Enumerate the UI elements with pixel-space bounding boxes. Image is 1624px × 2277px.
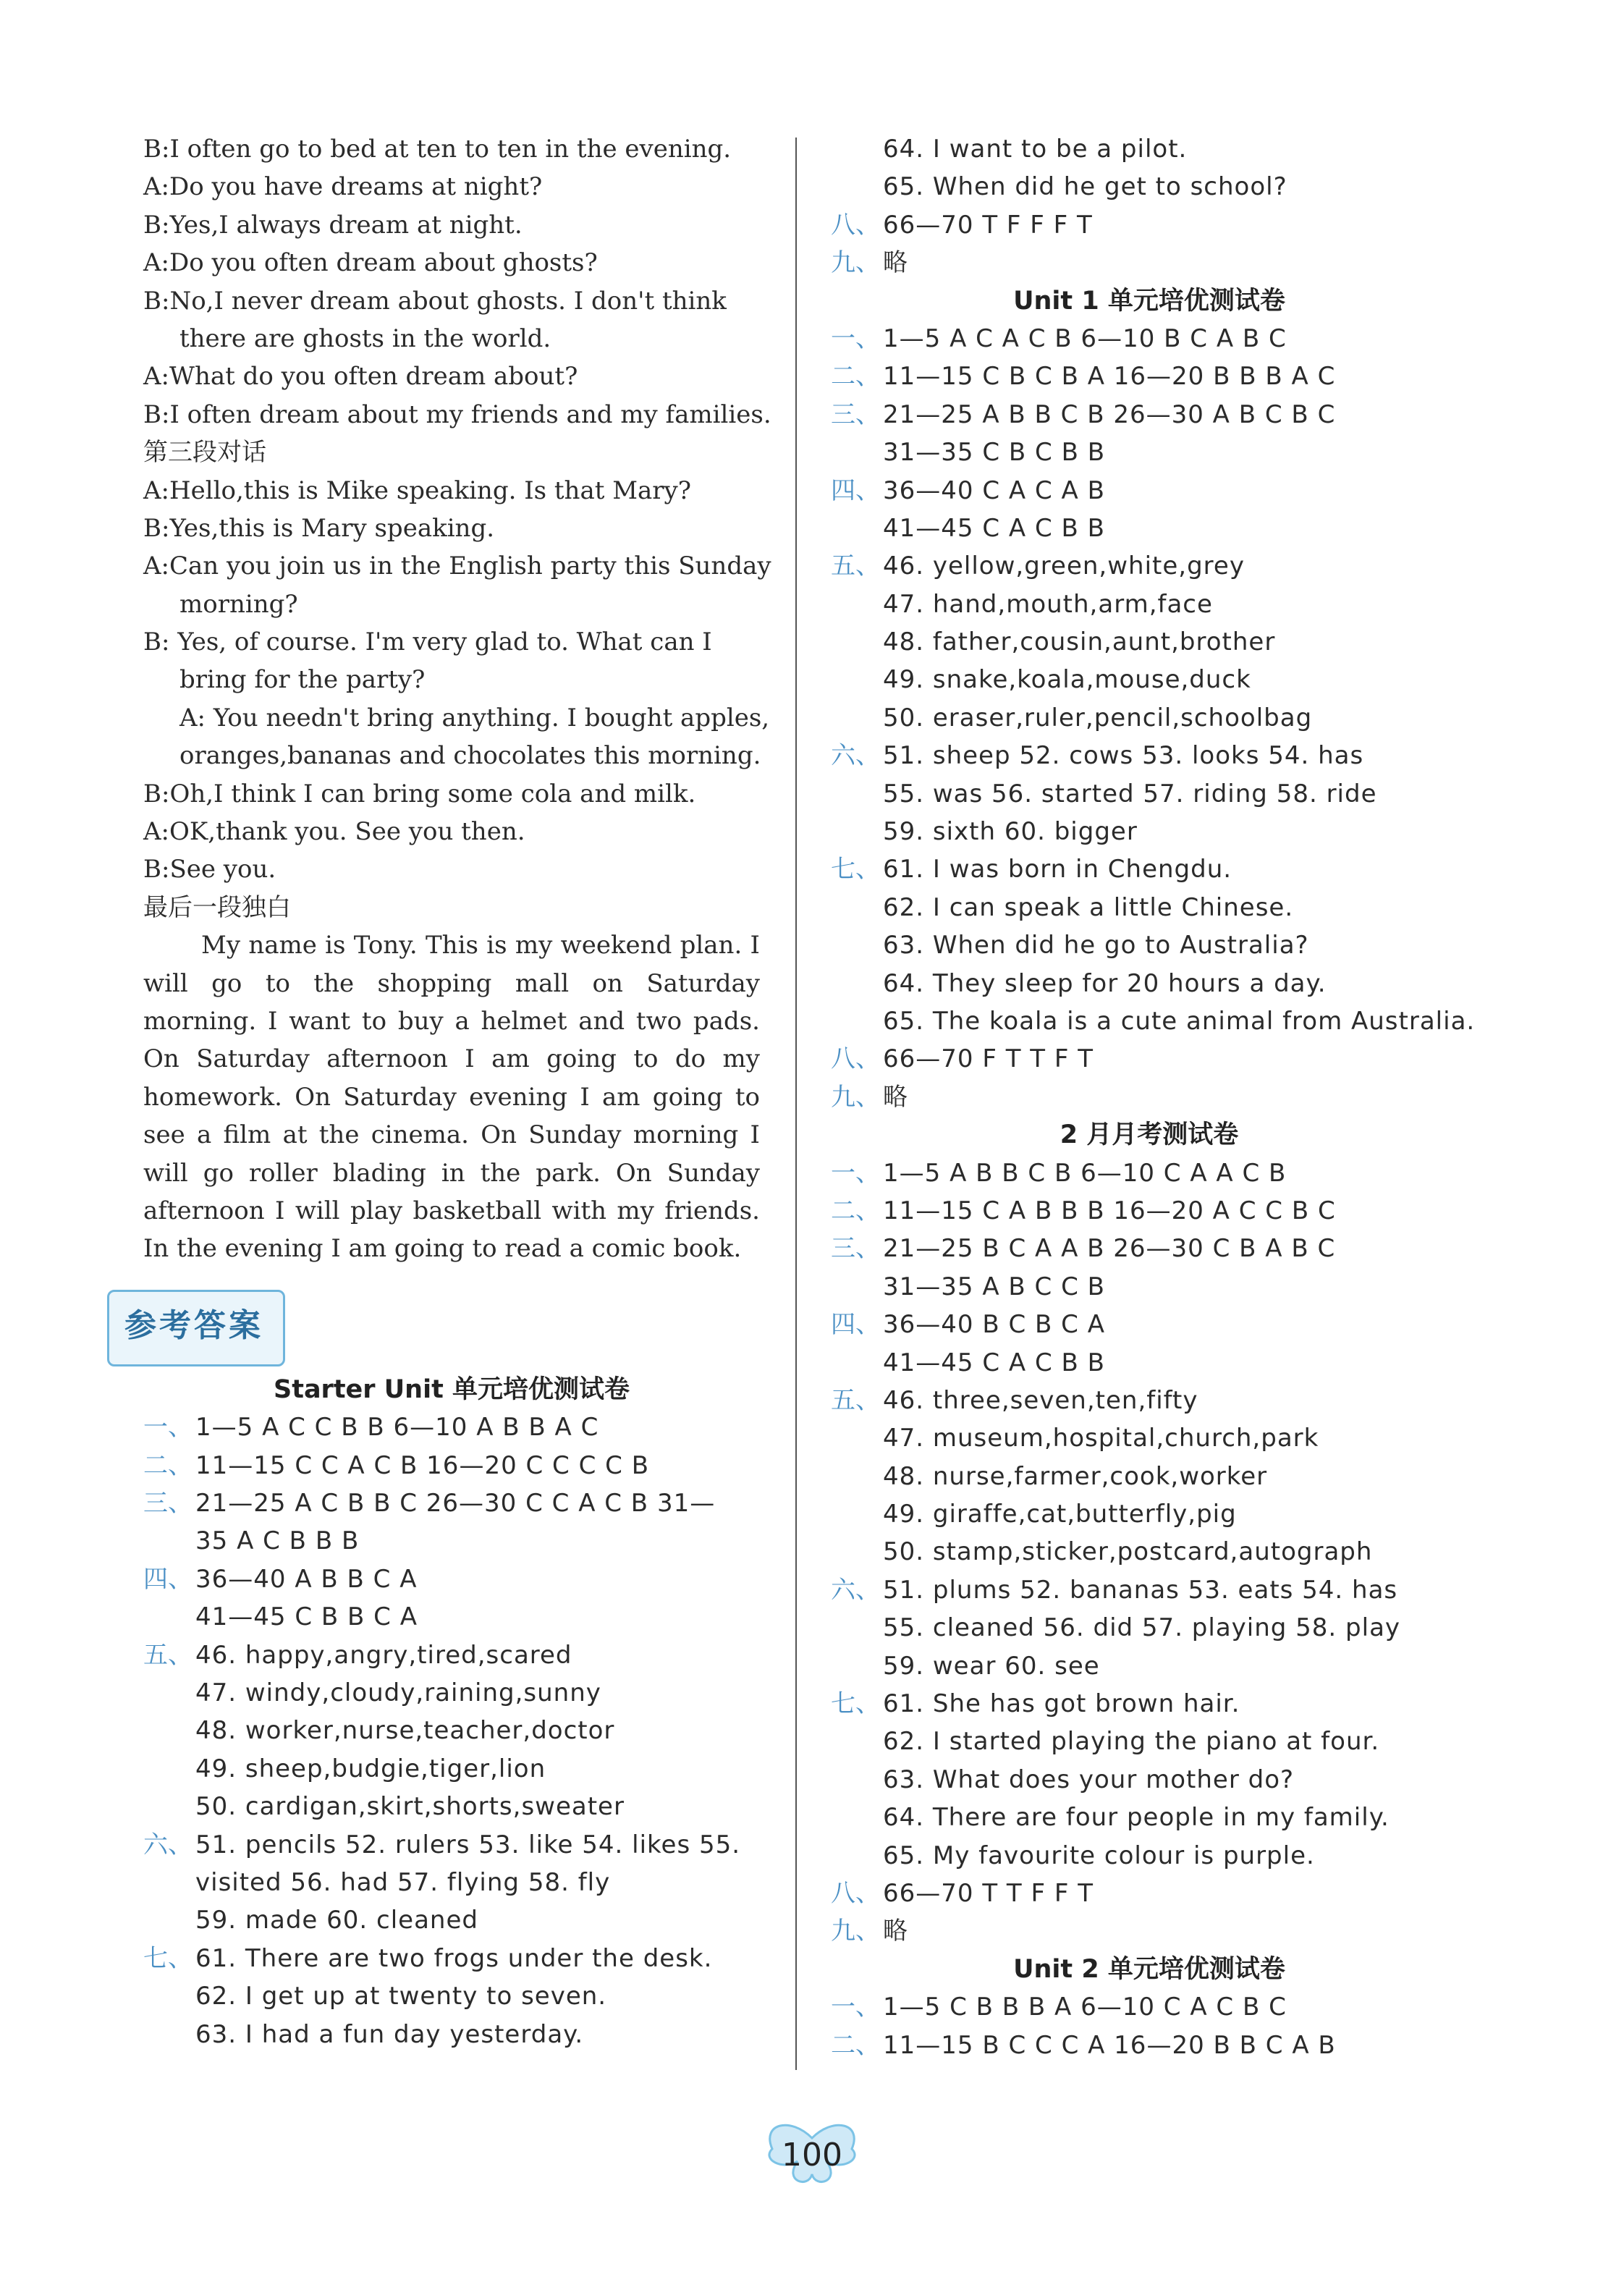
answer-line: [831, 1533, 1468, 1571]
dialogue-line: A:Hello,this is Mike speaking. Is that Mary?: [143, 476, 691, 505]
answer-line: [831, 1837, 1468, 1875]
answer-text: 51. plums 52. bananas 53. eats 54. has: [883, 1575, 1398, 1605]
question-group-label: 三、: [831, 400, 880, 429]
answer-line: [831, 1723, 1468, 1760]
answer-line: [831, 737, 1468, 774]
answer-line: [831, 130, 1468, 168]
answer-text: 48. worker,nurse,teacher,doctor: [195, 1716, 615, 1746]
question-group-label: 七、: [831, 1689, 880, 1719]
question-group-label: 五、: [143, 1640, 193, 1670]
answer-text: 55. was 56. started 57. riding 58. ride: [883, 779, 1377, 808]
answer-key-banner: [107, 1290, 281, 1362]
dialogue-line: B:I often dream about my friends and my families.: [143, 400, 771, 429]
answer-line: [831, 586, 1468, 623]
question-group-label: 三、: [143, 1489, 193, 1518]
answer-line: [831, 623, 1468, 661]
answer-text: 49. sheep,budgie,tiger,lion: [195, 1754, 546, 1783]
answer-text: 61. I was born in Chengdu.: [883, 855, 1232, 884]
answer-line: [831, 1761, 1468, 1799]
answer-line: [143, 1712, 760, 1749]
answer-text: 55. cleaned 56. did 57. playing 58. play: [883, 1613, 1401, 1643]
dialogue-line: bring for the party?: [179, 665, 426, 695]
answer-text: 46. happy,angry,tired,scared: [195, 1640, 572, 1670]
answer-line: [831, 813, 1468, 850]
answer-line: [831, 1988, 1468, 2026]
answer-text: 48. nurse,farmer,cook,worker: [883, 1461, 1268, 1491]
question-group-label: 九、: [831, 1082, 880, 1112]
dialogue-line: oranges,bananas and chocolates this morning.: [179, 741, 761, 771]
unit1-answers: [831, 320, 1476, 1116]
answer-text: 49. snake,koala,mouse,duck: [883, 665, 1251, 695]
answer-text: 48. father,cousin,aunt,brother: [883, 628, 1276, 657]
answer-line: [143, 1901, 760, 1939]
unit2-answers: [831, 1988, 1468, 2064]
answer-line: [831, 206, 1468, 244]
answer-line: [831, 1875, 1468, 1912]
answer-line: [831, 1495, 1468, 1533]
answer-line: [831, 1192, 1468, 1230]
dialogue-line: A:OK,thank you. See you then.: [143, 817, 525, 847]
question-group-label: 六、: [831, 741, 880, 771]
answer-text: 65. The koala is a cute animal from Australia.: [883, 1006, 1476, 1036]
answer-line: [143, 1447, 760, 1484]
dialogue-line: B:See you.: [143, 855, 276, 884]
dialogue-line: B:Yes,this is Mary speaking.: [143, 513, 495, 543]
question-group-label: 九、: [831, 248, 880, 278]
answer-text: 65. When did he get to school?: [883, 172, 1287, 202]
answer-text: 49. giraffe,cat,butterfly,pig: [883, 1500, 1237, 1529]
answer-text: 59. wear 60. see: [883, 1651, 1100, 1681]
answer-text: 51. pencils 52. rulers 53. like 54. likes 55.: [195, 1830, 741, 1859]
answer-text: 59. made 60. cleaned: [195, 1906, 478, 1935]
answer-line: [143, 1864, 760, 1901]
answer-text: 64. They sleep for 20 hours a day.: [883, 968, 1327, 998]
answer-line: [831, 510, 1468, 547]
question-group-label: 七、: [831, 855, 880, 884]
question-group-label: 二、: [831, 2030, 880, 2060]
answer-text: 21—25 A C B B C 26—30 C C A C B 31—: [195, 1489, 716, 1518]
answer-text: 11—15 C C A C B 16—20 C C C C B: [195, 1450, 650, 1480]
answer-text: 61. She has got brown hair.: [883, 1689, 1240, 1719]
answer-text: 36—40 B C B C A: [883, 1310, 1105, 1340]
answer-text: 36—40 A B B C A: [195, 1564, 418, 1594]
dialogue-line: A:Do you often dream about ghosts?: [143, 248, 598, 278]
answer-line: [831, 168, 1468, 206]
answer-text: 62. I started playing the piano at four.: [883, 1727, 1380, 1757]
dialogue-line: there are ghosts in the world.: [179, 324, 551, 353]
answer-text: 51. sheep 52. cows 53. looks 54. has: [883, 741, 1364, 771]
answer-line: [831, 1458, 1468, 1495]
answer-line: [831, 1685, 1468, 1723]
answer-text: 47. hand,mouth,arm,face: [883, 589, 1213, 619]
answer-line: [143, 1788, 760, 1825]
answer-text: 11—15 C B C B A 16—20 B B B A C: [883, 362, 1336, 392]
dialogue-line: A:Do you have dreams at night?: [143, 172, 543, 202]
answer-line: [831, 1609, 1468, 1647]
section-title-unit1: Unit 1 单元培优测试卷: [1013, 286, 1285, 316]
answer-text: 31—35 A B C C B: [883, 1272, 1105, 1301]
answer-text: 59. sixth 60. bigger: [883, 817, 1138, 847]
answer-text: 41—45 C A C B B: [883, 513, 1105, 543]
answer-line: [831, 1647, 1468, 1685]
dialogue-line: morning?: [179, 589, 298, 619]
monologue-section: [143, 926, 760, 1268]
answer-text: 21—25 A B B C B 26—30 A B C B C: [883, 400, 1336, 429]
answer-line: [831, 1799, 1468, 1836]
answer-line: [831, 547, 1468, 585]
answer-text: 64. I want to be a pilot.: [883, 135, 1188, 164]
answer-text: 50. eraser,ruler,pencil,schoolbag: [883, 703, 1313, 732]
answer-text: 21—25 B C A A B 26—30 C B A B C: [883, 1234, 1336, 1264]
dialogue-section: [143, 130, 771, 926]
answer-line: [143, 1674, 760, 1712]
feb-answers: [831, 1154, 1468, 1951]
question-group-label: 三、: [831, 1234, 880, 1264]
dialogue-line: B: Yes, of course. I'm very glad to. What can I: [143, 628, 712, 657]
left-column: [124, 130, 771, 2053]
answer-text: 1—5 A B B C B 6—10 C A A C B: [883, 1158, 1287, 1188]
question-group-label: 八、: [831, 1044, 880, 1074]
answer-line: [831, 1419, 1468, 1457]
answer-line: [143, 1484, 760, 1522]
answer-line: [831, 1912, 1468, 1950]
dialogue-line: A: You needn't bring anything. I bought apples,: [179, 703, 770, 732]
section-title-starter: Starter Unit 单元培优测试卷: [274, 1374, 630, 1404]
answer-text: 64. There are four people in my family.: [883, 1803, 1390, 1833]
answer-line: [831, 661, 1468, 698]
answer-text: 35 A C B B B: [195, 1526, 360, 1556]
right-column: [831, 130, 1476, 2064]
section-title-unit2: Unit 2 单元培优测试卷: [1013, 1954, 1285, 1984]
answer-text: 65. My favourite colour is purple.: [883, 1841, 1315, 1870]
question-group-label: 八、: [831, 210, 880, 240]
answer-line: [143, 1598, 760, 1636]
answer-text: 41—45 C B B C A: [195, 1602, 418, 1632]
answer-text: 1—5 A C C B B 6—10 A B B A C: [195, 1413, 599, 1442]
question-group-label: 四、: [143, 1564, 193, 1594]
page-number: 100: [782, 2137, 842, 2174]
answer-line: [831, 850, 1468, 888]
question-group-label: 二、: [831, 362, 880, 392]
answer-line: [143, 1408, 760, 1446]
banner-title: 参考答案: [124, 1306, 263, 1344]
dialogue-line: B:Oh,I think I can bring some cola and milk.: [143, 779, 696, 808]
starter-answers: [143, 1408, 760, 2053]
answer-line: [831, 2027, 1468, 2064]
answer-line: [143, 2016, 760, 2053]
question-group-label: 一、: [831, 1993, 880, 2022]
answer-line: [831, 244, 1468, 282]
answer-line: [831, 1040, 1468, 1078]
dialogue-line: 最后一段独白: [143, 892, 291, 922]
question-group-label: 一、: [143, 1413, 193, 1442]
question-group-label: 九、: [831, 1917, 880, 1946]
answer-line: [831, 1230, 1468, 1267]
starter-answers-continued: [831, 130, 1468, 282]
question-group-label: 一、: [831, 324, 880, 353]
dialogue-line: A:What do you often dream about?: [143, 362, 578, 392]
answer-text: visited 56. had 57. flying 58. fly: [195, 1867, 611, 1897]
answer-text: 47. windy,cloudy,raining,sunny: [195, 1678, 601, 1707]
answer-text: 66—70 T F F F T: [883, 210, 1093, 240]
answer-text: 62. I can speak a little Chinese.: [883, 892, 1294, 922]
answer-text: 66—70 T T F F T: [883, 1878, 1094, 1908]
answer-text: 略: [883, 248, 908, 278]
answer-line: [831, 1306, 1468, 1343]
answer-line: [143, 1560, 760, 1598]
answer-line: [831, 472, 1468, 510]
answer-line: [143, 1826, 760, 1864]
answer-line: [831, 1002, 1476, 1040]
answer-text: 61. There are two frogs under the desk.: [195, 1943, 713, 1973]
answer-line: [831, 396, 1468, 434]
answer-line: [831, 1382, 1468, 1419]
answer-line: [831, 965, 1468, 1002]
answer-text: 1—5 A C A C B 6—10 B C A B C: [883, 324, 1287, 353]
monologue-paragraph: My name is Tony. This is my weekend plan. I will go to the shopping mall on Saturday morning. I want to buy a helmet and two pads. On Saturday afternoon I am going to do my homework. On Saturday evening I am going to see a film at the cinema. On Sunday morning I will go roller blading in the park. On Sunday afternoon I will play basketball with my friends. In the evening I am going to read a comic book.: [143, 931, 760, 1264]
dialogue-line: 第三段对话: [143, 438, 266, 468]
answer-text: 31—35 C B C B B: [883, 438, 1106, 468]
answer-line: [143, 1940, 760, 1977]
answer-line: [831, 358, 1468, 395]
answer-line: [831, 1571, 1468, 1609]
question-group-label: 六、: [143, 1830, 193, 1859]
question-group-label: 七、: [143, 1943, 193, 1973]
answer-line: [831, 434, 1468, 471]
answer-text: 1—5 C B B B A 6—10 C A C B C: [883, 1993, 1287, 2022]
answer-line: [831, 1154, 1468, 1192]
answer-text: 47. museum,hospital,church,park: [883, 1424, 1319, 1453]
question-group-label: 六、: [831, 1575, 880, 1605]
answer-text: 46. three,seven,ten,fifty: [883, 1385, 1198, 1415]
answer-text: 11—15 B C C C A 16—20 B B C A B: [883, 2030, 1336, 2060]
answer-line: [831, 889, 1468, 926]
answer-line: [831, 1078, 1468, 1116]
answer-line: [831, 775, 1468, 813]
question-group-label: 八、: [831, 1878, 880, 1908]
answer-text: 46. yellow,green,white,grey: [883, 552, 1245, 581]
question-group-label: 二、: [831, 1196, 880, 1225]
answer-text: 50. stamp,sticker,postcard,autograph: [883, 1537, 1373, 1567]
section-title-feb: 2 月月考测试卷: [1060, 1120, 1239, 1150]
answer-text: 62. I get up at twenty to seven.: [195, 1982, 607, 2011]
answer-line: [831, 699, 1468, 737]
question-group-label: 五、: [831, 1385, 880, 1415]
answer-line: [143, 1522, 760, 1560]
question-group-label: 四、: [831, 1310, 880, 1340]
answer-text: 略: [883, 1082, 908, 1112]
answer-text: 63. What does your mother do?: [883, 1765, 1295, 1794]
column-divider: [795, 138, 797, 2070]
dialogue-line: B:Yes,I always dream at night.: [143, 210, 523, 240]
dialogue-line: A:Can you join us in the English party this Sunday: [143, 552, 771, 581]
answer-text: 63. I had a fun day yesterday.: [195, 2019, 584, 2049]
answer-line: [143, 1977, 760, 2015]
answer-line: [831, 320, 1468, 358]
answer-line: [143, 1750, 760, 1788]
answer-text: 66—70 F T T F T: [883, 1044, 1094, 1074]
answer-line: [143, 1636, 760, 1674]
answer-text: 36—40 C A C A B: [883, 476, 1105, 505]
dialogue-line: B:No,I never dream about ghosts. I don't think: [143, 286, 727, 316]
page-number-badge: [740, 2116, 884, 2196]
question-group-label: 二、: [143, 1450, 193, 1480]
answer-text: 41—45 C A C B B: [883, 1348, 1105, 1377]
dialogue-line: B:I often go to bed at ten to ten in the evening.: [143, 135, 732, 164]
answer-line: [831, 1344, 1468, 1382]
answer-text: 50. cardigan,skirt,shorts,sweater: [195, 1792, 625, 1822]
question-group-label: 五、: [831, 552, 880, 581]
question-group-label: 四、: [831, 476, 880, 505]
question-group-label: 一、: [831, 1158, 880, 1188]
answer-text: 略: [883, 1917, 908, 1946]
answer-line: [831, 1268, 1468, 1306]
answer-line: [831, 926, 1468, 964]
answer-text: 11—15 C A B B B 16—20 A C C B C: [883, 1196, 1336, 1225]
answer-text: 63. When did he go to Australia?: [883, 931, 1309, 960]
